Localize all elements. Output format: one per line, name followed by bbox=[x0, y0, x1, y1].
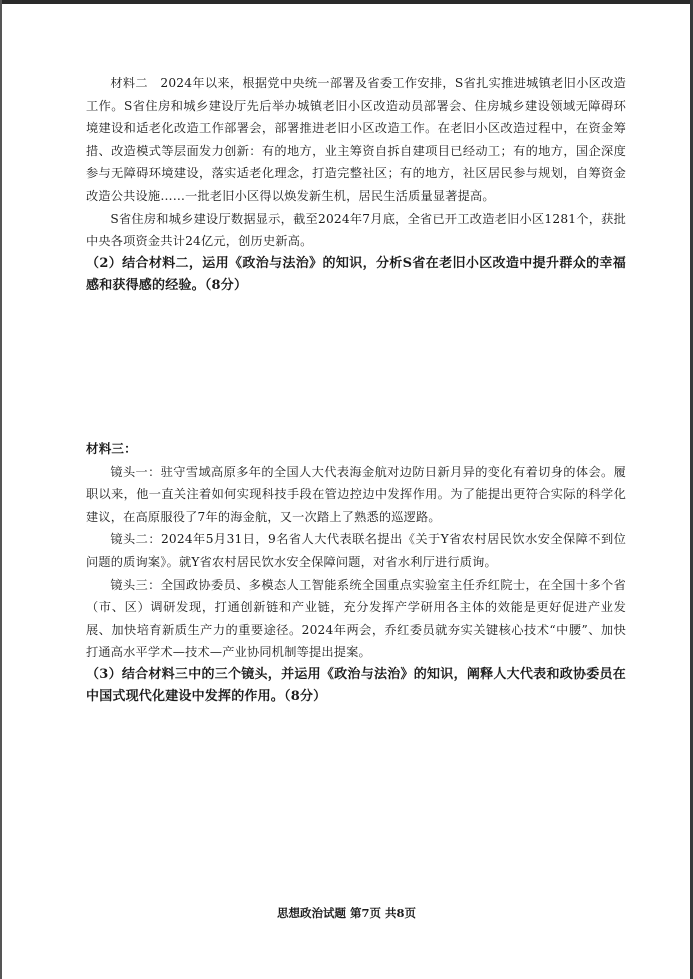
question-3: （3）结合材料三中的三个镜头，并运用《政治与法治》的知识，阐释人大代表和政协委员在中国式现代化建设中发挥的作用。（8分） bbox=[86, 666, 626, 705]
page-content bbox=[86, 72, 626, 709]
material-two-paragraph-1: 材料二 2024年以来，根据党中央统一部署及省委工作安排，S省扎实推进城镇老旧小区改造工作。S省住房和城乡建设厅先后举办城镇老旧小区改造动员部署会、住房城乡建设领域无障碍环境建设和适老化改造工作部署会，部署推进老旧小区改造工作。在老旧小区改造过程中，在资金筹措、改造模式等层面发力创新：有的地方，业主筹资自拆自建项目已经动工；有的地方，国企深度参与无障碍环境建设，落实适老化理念，打造完整社区；有的地方，社区居民参与规划，自筹资金改造公共设施……一批老旧小区得以焕发新生机，居民生活质量显著提高。 bbox=[86, 76, 626, 203]
material-three-section bbox=[86, 438, 626, 709]
material-three-shot-2: 镜头二：2024年5月31日，9名省人大代表联名提出《关于Y省农村居民饮水安全保障不到位问题的质询案》。就Y省农村居民饮水安全保障问题，对省水利厅进行质询。 bbox=[86, 532, 626, 569]
answer-space bbox=[86, 298, 626, 438]
page-footer: 思想政治试题 第7页 共8页 bbox=[276, 906, 416, 920]
material-three-heading: 材料三： bbox=[86, 440, 137, 456]
material-three-shot-3: 镜头三：全国政协委员、多模态人工智能系统全国重点实验室主任乔红院士，在全国十多个省（市、区）调研发现，打通创新链和产业链，充分发挥产学研用各主体的效能是更好促进产业发展、加快培育新质生产力的重要途径。2024年两会，乔红委员就夯实关键核心技术“中腰”、加快打通高水平学术—技术—产业协同机制等提出提案。 bbox=[86, 577, 626, 660]
material-two-section bbox=[86, 72, 626, 298]
material-three-shot-1: 镜头一：驻守雪域高原多年的全国人大代表海金航对边防日新月异的变化有着切身的体会。履职以来，他一直关注着如何实现科技手段在管边控边中发挥作用。为了能提出更符合实际的科学化建议，在高原服役了7年的海金航，又一次踏上了熟悉的巡逻路。 bbox=[86, 464, 626, 524]
question-2: （2）结合材料二，运用《政治与法治》的知识，分析S省在老旧小区改造中提升群众的幸福感和获得感的经验。（8分） bbox=[86, 255, 626, 294]
page-left-edge bbox=[0, 0, 2, 979]
page-top-edge bbox=[0, 0, 693, 4]
material-two-paragraph-2: S省住房和城乡建设厅数据显示，截至2024年7月底，全省已开工改造老旧小区1281个，获批中央各项资金共计24亿元，创历史新高。 bbox=[86, 211, 626, 249]
